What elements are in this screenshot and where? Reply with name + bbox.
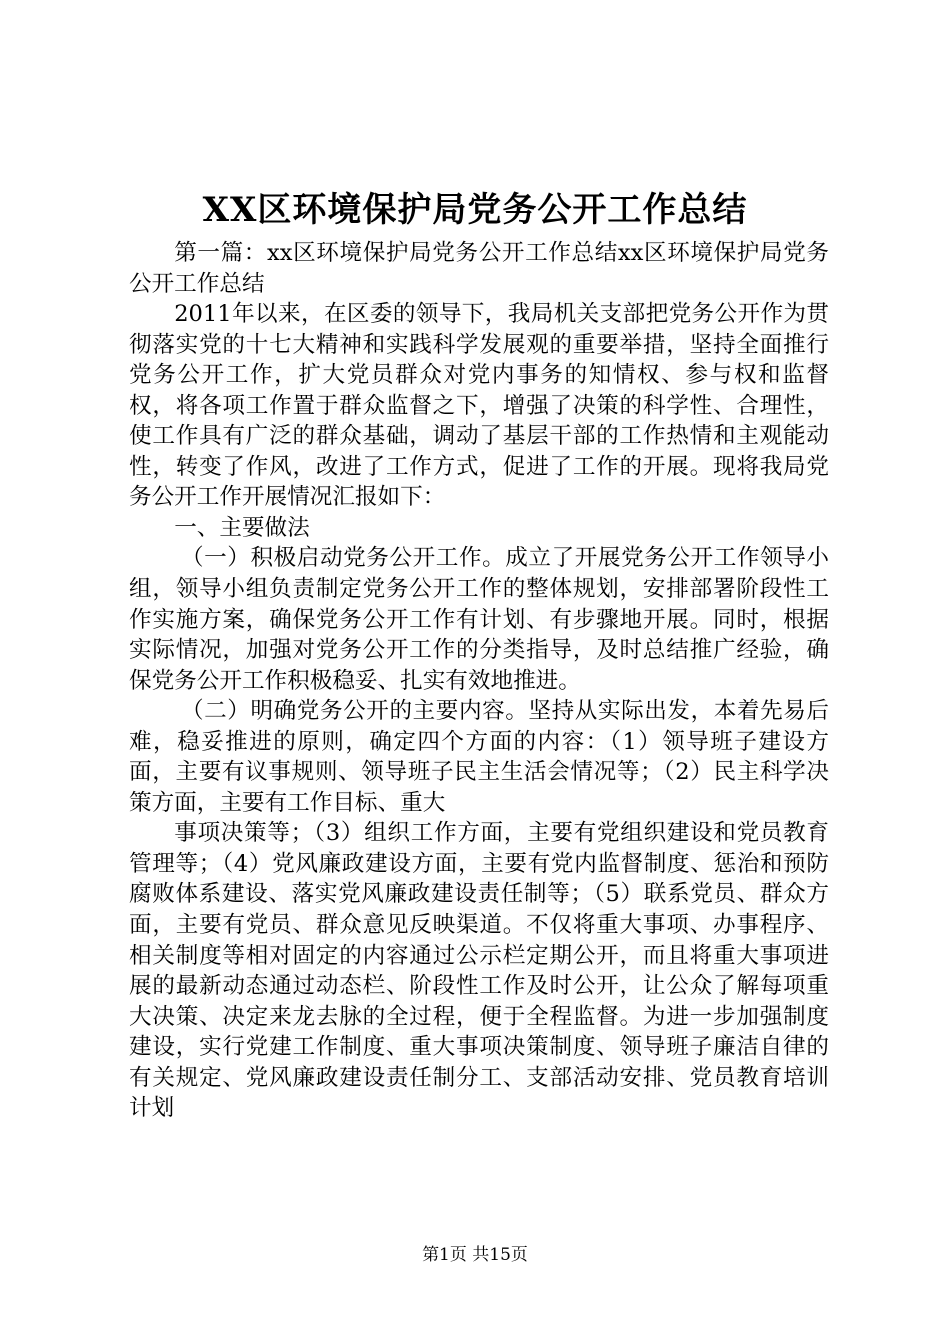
page-number: 第1页 共15页 <box>422 1245 528 1265</box>
section-heading: 一、主要做法 <box>174 514 310 541</box>
paragraph-overview: 2011年以来，在区委的领导下，我局机关支部把党务公开作为贯彻落实党的十七大精神和实践科学发展观的重要举措，坚持全面推行党务公开工作，扩大党员群众对党内事务的知情权、参与权和监督权，将各项工作置于群众监督之下，增强了决策的科学性、合理性，使工作具有广泛的群众基础，调动了基层干部的工作热情和主观能动性，转变了作风，改进了工作方式，促进了工作的开展。现将我局党务公开工作开展情况汇报如下： <box>129 301 829 511</box>
paragraph-item-2: （二）明确党务公开的主要内容。坚持从实际出发，本着先易后难，稳妥推进的原则，确定四个方面的内容：（1）领导班子建设方面，主要有议事规则、领导班子民主生活会情况等；（2）民主科学决策方面，主要有工作目标、重大 <box>129 698 829 816</box>
document-title: XX区环境保护局党务公开工作总结 <box>202 190 748 230</box>
paragraph-item-1: （一）积极启动党务公开工作。成立了开展党务公开工作领导小组，领导小组负责制定党务公开工作的整体规划，安排部署阶段性工作实施方案，确保党务公开工作有计划、有步骤地开展。同时，根据实际情况，加强对党务公开工作的分类指导，及时总结推广经验，确保党务公开工作积极稳妥、扎实有效地推进。 <box>129 545 829 694</box>
paragraph-intro: 第一篇：xx区环境保护局党务公开工作总结xx区环境保护局党务公开工作总结 <box>129 240 829 297</box>
document-body <box>129 238 829 1124</box>
paragraph-continuation: 事项决策等；（3）组织工作方面，主要有党组织建设和党员教育管理等；（4）党风廉政建设方面，主要有党内监督制度、惩治和预防腐败体系建设、落实党风廉政建设责任制等；（5）联系党员、群众方面，主要有党员、群众意见反映渠道。不仅将重大事项、办事程序、相关制度等相对固定的内容通过公示栏定期公开，而且将重大事项进展的最新动态通过动态栏、阶段性工作及时公开，让公众了解每项重大决策、决定来龙去脉的全过程，便于全程监督。为进一步加强制度建设，实行党建工作制度、重大事项决策制度、领导班子廉洁自律的有关规定、党风廉政建设责任制分工、支部活动安排、党员教育培训计划 <box>129 820 829 1122</box>
